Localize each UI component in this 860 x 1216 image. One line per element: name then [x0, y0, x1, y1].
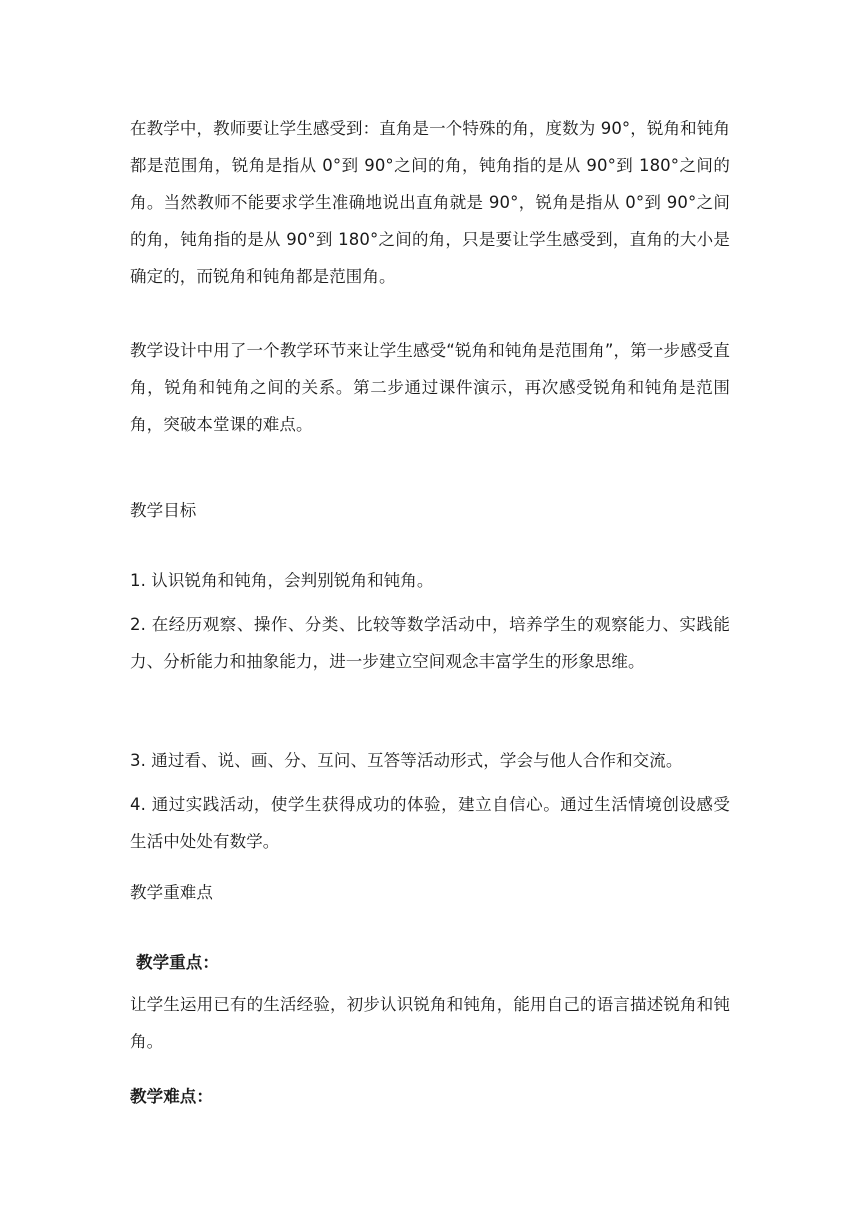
key-point-heading: 教学重点：	[136, 953, 219, 972]
goal-item-1: 1. 认识锐角和钝角，会判别锐角和钝角。	[130, 571, 434, 590]
difficult-point-heading: 教学难点：	[130, 1087, 213, 1106]
intro-paragraph-1: 在教学中，教师要让学生感受到：直角是一个特殊的角，度数为 90°，锐角和钝角都是范围角，锐角是指从 0°到 90°之间的角，钝角指的是从 90°到 180°之间的角。当然教师不能要求学生准确地说出直角就是 90°，锐角是指从 0°到 90°之间的角，钝角指的是从 90°到 180°之间的角，只是要让学生感受到，直角的大小是确定的，而锐角和钝角都是范围角。	[130, 119, 730, 286]
key-difficult-heading: 教学重难点	[130, 883, 213, 902]
goal-item-3: 3. 通过看、说、画、分、互问、互答等活动形式，学会与他人合作和交流。	[130, 751, 683, 770]
intro-paragraph-2: 教学设计中用了一个教学环节来让学生感受“锐角和钝角是范围角”，第一步感受直角，锐角和钝角之间的关系。第二步通过课件演示，再次感受锐角和钝角是范围角，突破本堂课的难点。	[130, 341, 730, 434]
goal-item-2: 2. 在经历观察、操作、分类、比较等数学活动中，培养学生的观察能力、实践能力、分析能力和抽象能力，进一步建立空间观念丰富学生的形象思维。	[130, 615, 730, 671]
goal-item-4: 4. 通过实践活动，使学生获得成功的体验，建立自信心。通过生活情境创设感受生活中处处有数学。	[130, 795, 730, 851]
goals-heading: 教学目标	[130, 501, 197, 520]
key-point-text: 让学生运用已有的生活经验，初步认识锐角和钝角，能用自己的语言描述锐角和钝角。	[130, 995, 730, 1051]
